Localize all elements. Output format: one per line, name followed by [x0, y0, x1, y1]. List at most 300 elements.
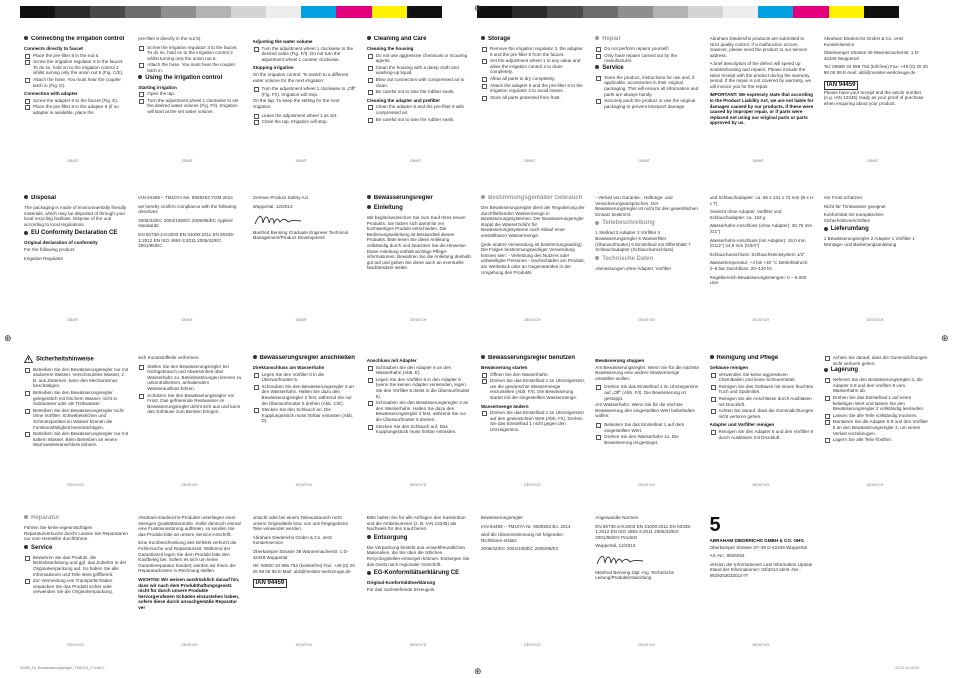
section-heading-text: Service	[31, 544, 53, 551]
section-heading	[367, 195, 471, 202]
text-column	[481, 36, 585, 156]
subheading: IMPORTANT: We expressly state that according to the Product Liability Act, we are not liable for damages caused by our products, if these were caused by improper repair, or if parts were replaced not using our original parts or parts approved by us.	[709, 92, 814, 126]
page-row	[20, 195, 934, 325]
section-heading	[595, 65, 699, 72]
paragraph: Am Wasserhahn: Wenn Sie für die nächste Bewässerung den eingestellten Wert beibehalten wollen:	[595, 402, 696, 419]
signature	[595, 552, 645, 568]
page-footer-label: GB/MT	[295, 159, 308, 163]
color-swatch	[55, 6, 90, 18]
section-heading-text: Disposal	[31, 195, 57, 201]
instruction-step: Screw the irrigation regulator 3 to the faucet. To do so, hold on to the irrigation control 2 whilst turning only the union nut 5.	[138, 45, 242, 62]
instruction-step: Drehen Sie den Wasserhahn zu. Die Bewässerung ist gestoppt.	[595, 434, 699, 445]
text-column	[24, 515, 128, 640]
color-swatch	[266, 6, 301, 18]
color-swatch	[758, 6, 793, 18]
bullet-icon	[481, 36, 485, 40]
instruction-step: Be careful not to lose the rubber seals.	[367, 117, 471, 123]
instruction-step: Drehen Sie das Einstellrad 1 auf einen beliebigen Wert und lassen Sie den Bewässerungsregler 2 vollständig leerlaufen.	[824, 395, 928, 412]
instruction-step: Do not perform repairs yourself!	[595, 46, 699, 52]
paragraph: Eine Kurzbeschreibung des Defekts verkürzt die Fehlersuche und Reparaturzeit. Während der Garantiezeit legen Sie dem Produkt bitte den Kaufbeleg bei. Sofern es sich um keine Garantiereparatur handelt, werden wir Ihnen die Reparaturkosten in Rechnung stellen.	[138, 540, 237, 574]
color-swatch	[20, 6, 55, 18]
paragraph: Tel: 00800 34 996 753 (kostenfrei) Fax: +49 (0) 20 26 98 05 88 E-Mail: aldi@meister-werkzeuge.de	[252, 563, 355, 574]
instruction-step: Clean the housing with a damp cloth and washing-up liquid.	[367, 65, 471, 76]
section-heading	[481, 36, 585, 43]
section-heading	[595, 256, 699, 263]
bullet-icon	[824, 368, 828, 372]
instruction-step: Store all parts protected from frost.	[481, 95, 585, 101]
subheading: Stopping irrigation	[252, 65, 294, 71]
instruction-step: Reinigen Sie die Anschlüsse durch Ausblasen mit Druckluft.	[710, 396, 814, 407]
text-column	[710, 355, 814, 480]
instruction-step: Place the pre-filter 8 in the adapter 6 (if no adapter is available, place the	[24, 104, 128, 115]
subheading: Bewässerung stoppen	[595, 358, 645, 363]
text-column	[595, 195, 699, 315]
instruction-step: Drehen Sie das Einstellrad 1 im Uhrzeigersinn auf den gewünschten Wert (Abb. F/I). Drehen Sie das Einstellrad 1 nicht gegen den Uhrzeigersinn.	[481, 410, 585, 432]
page-footer-label: GB/MT	[181, 159, 193, 163]
paragraph: Manfred Benning Dipl.-Ing. Technische Leitung/Produktentwicklung	[595, 569, 675, 581]
color-swatch	[477, 6, 512, 18]
text-column	[138, 355, 242, 480]
instruction-step: Screw the irrigation regulator 3 to the faucet. To do so, hold on to the irrigation control 2 whilst turning only the union nut 5 (Fig. C/E).	[24, 59, 128, 76]
instruction-step: Betreiben Sie den Bewässerungsregler nur mit kaltem Wasser. Beim Betreiben an einem Warmwasseranschluss können	[24, 431, 128, 448]
paragraph: Wuppertal, 12/2013	[595, 543, 636, 549]
color-swatch	[161, 6, 196, 18]
page-footer-label: DE/AT/CH	[752, 318, 770, 322]
page-footer-label: DE/AT/CH	[752, 643, 770, 647]
paragraph: Abmessungen ohne Adapter, Vorfilter	[595, 265, 672, 271]
section-heading-text: EU Conformity Declaration CE	[31, 230, 118, 237]
page-footer-label: GB/MT	[295, 318, 308, 322]
bullet-icon	[481, 195, 485, 199]
section-heading-text: Repair	[602, 36, 621, 42]
subheading: Adapter und Vorfilter reinigen	[709, 422, 775, 428]
page-footer-label: DE/AT/CH	[67, 483, 84, 487]
text-column	[24, 195, 128, 315]
instruction-step: Stecken Sie den Schlauch auf. Das Kupplungsstück muss hörbar einrasten.	[367, 424, 471, 435]
print-timestamp: 13.03.14 10:20	[895, 666, 919, 670]
paragraph: German Product Safety Act	[252, 195, 309, 200]
instruction-step: Betreiben Sie den Bewässerungsregler gelegentlich mit frischem Wasser, nicht in Salzwasser oder als Trinkwasser.	[24, 390, 128, 407]
paragraph: IAN 94459 – TM107A No. 9929253 YOM 2014	[138, 195, 233, 200]
page-footer-label: GB/MT	[409, 159, 422, 163]
color-swatch	[301, 6, 336, 18]
instruction-step: Leave the adjustment wheel 1 as set.	[253, 113, 357, 119]
paragraph: wird die Übereinstimmung mit folgenden Richtlinien erklärt:	[481, 532, 563, 543]
section-heading-text: Reparatur	[31, 515, 60, 521]
paragraph: Wasserhahn-Anschluss (ohne Adapter): 30,75 mm (G1")	[709, 223, 813, 234]
paragraph: EN 60730-2-8:2003 EN 31000:2011 EN 60335-1:2012 EN ISO 4892-3:2011 2006/42/EC 2001/95/EC	[138, 231, 235, 249]
bullet-icon	[138, 75, 142, 79]
section-heading	[481, 355, 585, 362]
subheading: Adjusting the water volume	[252, 39, 313, 44]
text-column	[367, 195, 471, 315]
instruction-step: Attach the hose. You must hear the coupler latch in (Fig. D).	[24, 77, 128, 88]
paragraph: EN 60730-2-8:2003 EN 31000:2011 EN 60335-1:2012 EN ISO 4892-3:2011 2006/42/EG 2001/95/EG ProdSG	[595, 523, 692, 540]
instruction-step: Achten Sie darauf, dass die Gummidichtungen nicht verloren gehen.	[710, 408, 814, 419]
section-heading-text: Cleaning and Care	[373, 36, 427, 42]
registration-mark-bottom: ⊕	[474, 666, 482, 676]
bullet-icon	[24, 195, 28, 199]
page-footer-label: DE/AT/CH	[67, 643, 84, 647]
ian-number-box: IAN 94459	[824, 81, 859, 90]
section-heading-text: Entsorgung	[373, 534, 408, 541]
color-swatch	[372, 6, 407, 18]
color-swatch	[618, 6, 653, 18]
text-column	[138, 36, 242, 156]
paragraph: Nicht für Trinkwasser geeignet	[823, 203, 886, 209]
section-heading	[367, 205, 471, 212]
text-column	[824, 195, 928, 315]
page-row	[20, 515, 934, 650]
instruction-step: Nehmen Sie den Bewässerungsregler 3, die Adapter 6 8 und den Vorfilter 8 vom Wasserhahn ab.	[824, 377, 928, 394]
bullet-icon	[595, 36, 599, 40]
instruction-step: Close the tap. Irrigation will stop.	[253, 119, 357, 125]
paragraph: Bewässerungsregler	[481, 515, 523, 520]
paragraph: Für das nachstehende Erzeugnis	[366, 586, 435, 592]
instruction-step: Schützen Sie den Bewässerungsregler vor Frost. Das gefrierende Restwasser im Bewässerungsregler dehnt sich aus und kann das Gehäuse zum Bersten bringen.	[138, 393, 242, 415]
bullet-icon	[367, 571, 371, 575]
section-heading-text: Lieferumfang	[830, 226, 869, 233]
subheading: Anschluss mit Adapter	[366, 358, 417, 363]
section-heading-text: Bewässerungsregler	[373, 195, 433, 201]
instruction-step: Belassen Sie das Einstellrad 1 auf dem eingestellten Wert.	[595, 422, 699, 433]
instruction-step: Schrauben Sie den Bewässerungsregler 3 an den Wasserhahn. Halten Sie dazu den Bewässerungsregler 2 fest, während Sie nur die Überwurfmutter 5 drehen (Abb. C/E).	[253, 384, 357, 406]
page-row	[20, 36, 934, 166]
brand-logo: 5	[709, 515, 721, 536]
color-swatch	[793, 6, 828, 18]
bullet-icon	[24, 545, 28, 549]
text-column	[595, 515, 699, 640]
page-footer-label: DE/AT/CH	[866, 483, 884, 487]
instruction-step: Clean the adapter 6 and the pre-filter 8 with compressed air.	[367, 104, 471, 115]
section-heading	[24, 36, 128, 43]
paragraph: Angewandte Normen	[595, 515, 639, 520]
instruction-step: Legen Sie den Vorfilter 8 in den Adapter 6 (wenn Sie keinen Adapter verwenden, legen Sie den Vorfilter 8 direkt in die Überwurfmutter 5).	[367, 377, 471, 399]
paragraph: 1 Stellrad 2 Adapter 3 Vorfilter 4 Bewässerungsregler 5 Wasserfilter (Überwurfmutter) 6 Einstellrad mit Ziffernblatt 7 Schlauchadapter (Schlauchanschluss)	[595, 230, 691, 253]
paragraph: - Verlust von Garantie-, Haftungs- und Versicherungsansprüchen. Der Bewässerungsregler ist nicht für den gewerblichen Einsatz bestimmt.	[595, 195, 698, 217]
page-footer-label: GB/MT	[752, 159, 765, 163]
paragraph: Abraham Diederichs products are submitted to strict quality control. If a malfunction occurs, however, please send the product to our service address.	[709, 36, 808, 58]
paragraph: Wuppertal, 12/2013	[252, 203, 293, 209]
subheading: Original-Konformitätserklärung	[366, 580, 436, 586]
text-column	[481, 355, 585, 480]
subheading: Direktanschluss am Wasserhahn	[252, 365, 325, 370]
instruction-step: Schrauben Sie den Bewässerungsregler 3 an den Wasserhahn. Halten Sie dazu den Bewässerungsregler 2 fest, während Sie nur die Überwurfmutter 5 drehen.	[367, 400, 471, 422]
section-heading	[253, 355, 357, 362]
section-heading-text: Einleitung	[373, 205, 403, 211]
color-swatch	[829, 6, 864, 18]
color-swatch	[583, 6, 618, 18]
instruction-step: Betreiben Sie den Bewässerungsregler nicht ohne Vorfilter. Schwebeteilchen und Schmutzpartikel im Wasser können die Funktionsfähigkeit beeinträchtigen.	[24, 408, 128, 430]
text-column	[253, 36, 357, 156]
instruction-step: Allow all parts to dry completely.	[481, 76, 585, 82]
paragraph: und Schlauchadapter: ca. 66 x 131 x 72 mm (B x H x T)	[709, 195, 814, 206]
bullet-icon	[367, 195, 371, 199]
text-column	[138, 515, 242, 640]
color-swatch	[407, 6, 442, 18]
text-column	[595, 36, 699, 156]
subheading: Gehäuse reinigen	[709, 365, 749, 370]
section-heading	[595, 36, 699, 43]
instruction-step: Set the adjustment wheel 1 to any value and allow the irrigation control 2 to drain completely.	[481, 58, 585, 75]
page-footer-label: GB/MT	[866, 159, 879, 163]
subheading: Bewässerung starten	[481, 365, 528, 370]
page-footer-label: DE/AT/CH	[181, 483, 198, 487]
section-heading	[24, 515, 128, 522]
instruction-step: Schrauben Sie den Adapter 6 an den Wasserhahn (Abb. E).	[367, 365, 471, 376]
text-column	[367, 355, 471, 480]
bullet-icon	[24, 231, 28, 235]
bullet-icon	[595, 65, 599, 69]
paragraph: IAN 94459 – TM107A Nr. 9929253 BJ. 2014	[481, 523, 571, 529]
instruction-step: Screw the adapter 6 to the faucet (Fig. E).	[24, 98, 128, 104]
paragraph: Schlauchanschluss: Schlauchstecksystem 1/2"	[709, 251, 805, 257]
instruction-step: Reinigen Sie das Gehäuse mit einem feuchten Tuch und Spülmittel.	[710, 384, 814, 395]
color-swatch	[723, 6, 758, 18]
section-heading	[24, 195, 128, 202]
instruction-step: Turn the adjustment wheel 1 clockwise to „Off“ (Fig. F/I). Irrigation will stop.	[253, 86, 357, 97]
warning-triangle-icon	[24, 355, 33, 363]
instruction-step: Do not use aggressive chemicals or scouring agents.	[367, 53, 471, 64]
section-heading	[138, 75, 242, 82]
page-footer-label: DE/AT/CH	[409, 643, 427, 647]
page-footer-label: GB/MT	[181, 318, 193, 322]
section-heading-text: Teilebeschreibung	[602, 220, 655, 227]
bullet-icon	[710, 355, 714, 359]
paragraph: Manfred Benning Graduate Engineer Technical Management/Product Development	[252, 229, 348, 241]
text-column	[24, 36, 128, 156]
text-column	[824, 355, 928, 480]
bullet-icon	[24, 515, 28, 519]
bullet-icon	[253, 355, 257, 359]
section-heading	[367, 570, 471, 577]
section-heading	[824, 367, 928, 374]
paragraph: Abraham Diederichs GmbH & Co. oHG Kundenservice	[252, 534, 333, 546]
paragraph: (jede andere Verwendung ist bestimmungswidrig). Die Folgen bestimmungswidriger Verwendung können sein: - Verletzung des Nutzers oder unbeteiligter Personen - Sachschäden am Produkt, am Werkstück oder an Gegenständen in der Umgebung des Produkts	[481, 241, 585, 275]
paragraph: A brief description of the defect will speed up troubleshooting and repairs. Please include the sales receipt with the product during the warranty period. If the repair is not covered by warranty, we will invoice you for the repair.	[709, 61, 812, 89]
page-footer-label: DE/AT/CH	[638, 318, 655, 322]
paragraph: Am Bewässerungsregler: Wenn Sie für die nächste Bewässerung eine andere Wassermenge einstellen wollen:	[595, 364, 700, 381]
text-column	[710, 195, 814, 315]
section-heading	[367, 535, 471, 542]
paragraph: Der Bewässerungsregler dient der Regulierung der durchfließenden Wassermenge in Bewässerungssystemen. Der Bewässerungsregler stoppt die Wasserzufuhr für Bewässerungssysteme nach Ablauf einer einstellbaren Wassermenge.	[481, 205, 585, 238]
text-column	[710, 515, 814, 640]
paragraph: On the tap: To keep the setting for the next irrigation:	[252, 98, 340, 109]
paragraph: Führen Sie keine eigenmächtigen Reparaturversuche durch! Lassen Sie Reparaturen nur vom Hersteller durchführen.	[24, 525, 128, 542]
section-heading-text: EG-Konformitätserklärung CE	[373, 570, 460, 577]
color-swatch	[899, 6, 934, 18]
paragraph: Die Verpackung besteht aus umweltfreundlichen Materialien, die Sie über die örtlichen Recyclingstellen entsorgen können. Entsorgen Sie das Gerät nach regionaler Vorschrift.	[366, 544, 470, 567]
page-footer-label: DE/AT/CH	[638, 483, 655, 487]
paragraph: 2006/42/EC 2004/108/EC 2006/95/EC	[481, 546, 559, 552]
instruction-step: Reinigen Sie den Adapter 6 und den Vorfilter 8 durch Ausblasen mit Druckluft.	[710, 429, 814, 440]
page-footer-label: DE/AT/CH	[409, 318, 427, 322]
instruction-step: Lassen Sie alle Teile vollständig trocknen.	[824, 413, 928, 419]
section-heading-text: Technische Daten	[602, 255, 654, 262]
color-swatch	[688, 6, 723, 18]
page-footer-label: DE/AT/CH	[295, 483, 313, 487]
text-column	[710, 36, 814, 156]
section-heading-text: Using the irrigation control	[145, 74, 223, 81]
instruction-step: Achten Sie darauf, dass die Gummidichtungen nicht verloren gehen.	[824, 355, 928, 366]
page-footer-label: DE/AT/CH	[181, 643, 198, 647]
color-swatch	[231, 6, 266, 18]
instruction-step: Stellen Sie den Bewässerungsregler bei Nichtgebrauch und Abwesenheit über Wasserhahn zu. Betriebsstörungen können zu unkontrolliertem, anhaltendem Wasserausfluss führen.	[138, 364, 242, 392]
instruction-step: Betreiben Sie den Bewässerungsregler nur mit sauberem Wasser. Verschmutztes Wasser, z. B. aus Zisternen, kann den Mechanismus beschädigen.	[24, 367, 128, 389]
section-heading-text: Sicherheitshinweise	[36, 356, 94, 363]
bullet-icon	[595, 256, 599, 260]
paragraph: Oberkamper Strasse 39 Wannemacherstr. 1 D-42349 Wuppertal	[823, 50, 920, 61]
instruction-step: Remove the irrigation regulator 3, the adapter 6 and the pre-filter 8 from the faucet.	[481, 46, 585, 57]
instruction-step: Store the product, instructions for use and, if applicable, accessories in their original packaging. This will ensure all information and parts are always handy.	[595, 75, 699, 97]
text-column	[481, 515, 585, 640]
paragraph: Wasserhahn-Anschluss (mit Adapter): 19,0 mm (G1/2") 24,5 mm (G3/4")	[709, 237, 806, 249]
instruction-step: Be careful not to lose the rubber seals.	[367, 89, 471, 95]
bullet-icon	[367, 535, 371, 539]
instruction-step: Securely pack the product or use the original packaging to prevent transport damage.	[595, 98, 699, 109]
instruction-step: Blow out connectors with compressed air to clean.	[367, 77, 471, 88]
text-column	[367, 36, 471, 156]
instruction-step: Bewahren Sie das Produkt, die Betriebsanleitung und ggf. das Zubehör in der Originalverpackung auf. So haben Sie alle Informationen und Teile stets griffbereit.	[24, 555, 128, 577]
page-footer-label: DE/AT/CH	[409, 483, 427, 487]
section-heading	[824, 226, 928, 233]
instruction-step: Attach the adapter 6 and the pre-filter 8 to the irrigation regulator 3 to avoid losses.	[481, 83, 585, 94]
bullet-icon	[367, 36, 371, 40]
page-footer-label: GB/MT	[638, 159, 650, 163]
color-swatch	[336, 6, 371, 18]
paragraph: The packaging is made of environmentally friendly materials, which may be disposed of through your local recycling facilities. Dispose of the unit according to local regulations.	[24, 205, 127, 227]
paragraph: 1 Bewässerungsregler 2 Adapter 1 Vorfilter 1 Montage- und Bedienungsanleitung	[823, 236, 915, 247]
bullet-icon	[481, 355, 485, 359]
subheading: Starting irrigation	[138, 84, 177, 90]
instruction-step: Drehen Sie das Einstellrad 1 im Uhrzeigersinn, um die gewünschte Wassermenge einzustellen (Abb. F/I). Die Bewässerung startet mit der eingestellten Wassermenge.	[481, 378, 585, 400]
section-heading	[24, 230, 128, 237]
color-swatch	[90, 6, 125, 18]
section-heading-text: Reinigung und Pflege	[716, 355, 779, 361]
section-heading-text: Bewässerungsregler anschließen	[259, 355, 355, 361]
page-footer-label: DE/AT/CH	[524, 318, 541, 322]
paragraph: Vor Frost schützen	[823, 195, 863, 200]
paragraph: For the following product	[24, 246, 75, 252]
page-footer-label: GB/MT	[67, 159, 79, 163]
paragraph: pre-filter 8 directly in the nut 5).	[138, 36, 202, 41]
text-column	[367, 515, 471, 640]
page-footer-label: GB/MT	[67, 318, 79, 322]
paragraph: Wassertemperatur: +4 bis +30 °C Betriebsdruck: 2–8 bar Durchfluss: 20–120 l/s	[709, 260, 809, 271]
instruction-step: Verwenden Sie keine aggressiven Chemikalien und keine Scheuermittel.	[710, 372, 814, 383]
signature	[253, 212, 303, 228]
page-footer-label: DE/AT/CH	[752, 483, 770, 487]
paragraph: 2006/42/EC 2004/108/EC 2006/95/EC Applied standards:	[138, 217, 233, 229]
paragraph: ursacht oder bei einem Teileaustausch nicht unsere Originalteile bzw. von uns freigegebene Teile verwendet werden.	[252, 515, 349, 532]
color-swatch	[125, 6, 160, 18]
instruction-step: Stecken Sie den Schlauch an. Die Kupplungsstück muss hörbar einrasten (Abb. D).	[253, 407, 357, 424]
instruction-step: Lagern Sie alle Teile frostfrei.	[824, 437, 928, 443]
paragraph: Please have your receipt and the article number (e.g. IAN 12345) ready as your proof of purchase when enquiring about your product.	[823, 89, 924, 106]
instruction-step: Turn the adjustment wheel 1 clockwise to the desired value (Fig. F/I). Do not turn the adjustment wheel 1 counter clockwise.	[253, 46, 357, 63]
paragraph: sich Kunststoffteile verformen.	[138, 355, 200, 360]
color-swatch	[442, 6, 477, 18]
section-heading	[24, 355, 128, 364]
instruction-step: Only have repairs carried out by the manufacturer.	[595, 53, 699, 64]
subheading: Original declaration of conformity	[24, 240, 98, 246]
section-heading	[367, 36, 471, 43]
paragraph: Abraham Diederichs GmbH & Co. oHG Kundenservice	[823, 36, 904, 47]
registration-mark-right: ⊕	[941, 333, 949, 343]
text-column	[253, 355, 357, 480]
subheading: ABRAHAM DIEDERICHS GMBH & CO. OHG	[709, 538, 804, 543]
section-heading-text: Connecting the irrigation control	[31, 36, 125, 42]
paragraph: Bitte halten Sie für alle Anfragen den Kassenbon und die Artikelnummer (z. B. IAN 12345) als Nachweis für den Kauf bereit.	[366, 515, 466, 532]
section-heading-text: Bestimmungsgemäßer Gebrauch	[488, 195, 583, 201]
subheading: Cleaning the adapter and prefilter	[366, 97, 441, 103]
page-footer-label: GB/MT	[524, 159, 536, 163]
paragraph: Version der Informationen Last Information Update Stand der Informationen: 03/2014 Ident.-No.: 9929253032014-IT	[709, 561, 813, 578]
paragraph: Oberkamper Strasse 39 Wannemacherstr. 1 D-42349 Wuppertal	[252, 548, 349, 560]
subheading: Connects directly to faucet	[24, 46, 83, 51]
paragraph: Tel: 00800 34 996 753 (toll-free) Fax: +49 (0) 20 26 98 05 88 E-mail: aldi@meister-werkzeuge.de	[823, 64, 928, 75]
instruction-step: Open the tap.	[138, 91, 242, 97]
paragraph: On the irrigation control: To switch to a different water volume for the next irrigation:	[252, 71, 349, 83]
page-footer-label: DE/AT/CH	[295, 643, 313, 647]
ian-number-box: IAN 94459	[253, 579, 288, 588]
section-heading-text: Storage	[488, 36, 511, 42]
color-swatch	[196, 6, 231, 18]
paragraph: Oberkamper Strasse 37–39 D-42349 Wuppertal	[709, 544, 807, 550]
page-footer-label: DE/AT/CH	[524, 483, 541, 487]
subheading: Wassermenge ändern	[481, 403, 529, 409]
page-footer-label: DE/AT/CH	[524, 643, 541, 647]
bullet-icon	[367, 205, 371, 209]
registration-mark-top: ⊕	[474, 3, 482, 13]
text-column	[253, 195, 357, 315]
color-swatch	[547, 6, 582, 18]
section-heading	[595, 220, 699, 227]
instruction-step: Place the pre-filter 8 in the nut 5.	[24, 53, 128, 59]
instruction-step: Attach the hose. You must hear the coupler latch in.	[138, 62, 242, 73]
page-row	[20, 355, 934, 490]
file-slug: 94459_Dr_Bewaesserungsregler_TM107A_LT.indd 2	[20, 666, 105, 670]
instruction-step: Montieren Sie die Adapter 6 8 und den Vorfilter 8 an den Bewässerungsregler 3, um einem Verlust vorzubeugen.	[824, 419, 928, 436]
paragraph: Konformität mit europäischen Sicherheitsvorschriften	[823, 212, 884, 223]
paragraph: Wir beglückwünschen Sie zum Kauf Ihres neuen Produkts. Sie haben sich damit für ein hochwertiges Produkt entschieden. Die Bedienungsanleitung ist Bestandteil dieses Produkts. Bitte lesen Sie diese Anleitung vollständig durch und beachten Sie die Hinweise. Diese Anleitung enthält wichtige Pflege-informationen. Bewahren Sie die Anleitung deshalb gut auf und geben Sie diese auch an eventuelle Nachbesitzer weiter.	[366, 215, 471, 271]
paragraph: we hereby confirm compliance with the following directives	[138, 203, 237, 215]
paragraph: Abraham-Diederichs-Produkte unterliegen einer strengen Qualitätskontrolle. Sollte dennoch einmal eine Funktionsstörung auftreten, so senden Sie das Produkt bitte an unsere Service-Anschrift.	[138, 515, 241, 537]
bullet-icon	[24, 36, 28, 40]
paragraph: Gewicht ohne Adapter, Vorfilter und Schlauchadapter: ca. 163 g	[709, 209, 782, 220]
text-column	[595, 355, 699, 480]
color-swatch	[653, 6, 688, 18]
paragraph: Art.-Nr.: 9929253	[709, 553, 745, 559]
section-heading	[24, 545, 128, 552]
section-heading-text: Bewässerungsregler benutzen	[488, 355, 576, 361]
paragraph: Regelbereich Bewässerungsmengen: 0 – 5.000 Liter	[709, 274, 807, 286]
bullet-icon	[824, 227, 828, 231]
paragraph: Irrigation Regulator	[24, 255, 64, 261]
section-heading-text: Lagerung	[830, 367, 859, 374]
bullet-icon	[595, 221, 599, 225]
color-swatch	[864, 6, 899, 18]
page-footer-label: DE/AT/CH	[866, 318, 884, 322]
text-column	[24, 355, 128, 480]
page-footer-label: DE/AT/CH	[638, 643, 655, 647]
text-column	[138, 195, 242, 315]
text-column	[481, 195, 585, 315]
color-swatch	[512, 6, 547, 18]
text-column	[253, 515, 357, 640]
instruction-step: Drehen Sie das Einstellrad 1 im Uhrzeigersinn auf „Off“ (Abb. F/I). Die Bewässerung ist gestoppt.	[595, 384, 699, 401]
registration-mark-left: ⊕	[4, 333, 12, 343]
